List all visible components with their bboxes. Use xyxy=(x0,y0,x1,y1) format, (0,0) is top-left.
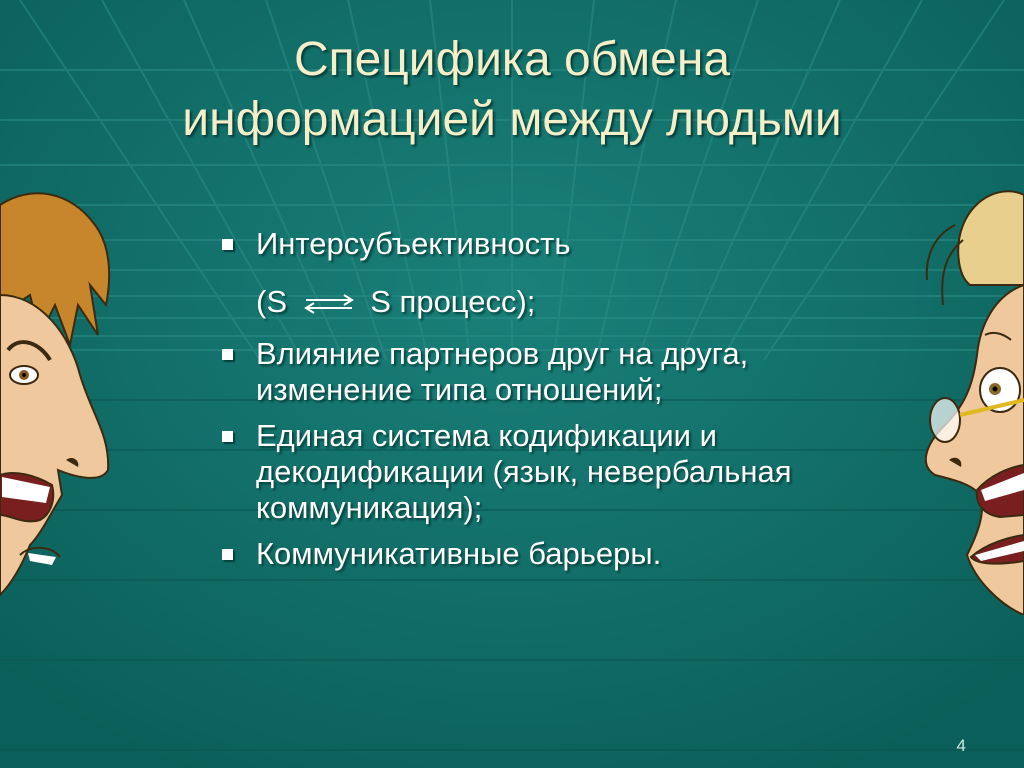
bullet-item-2 xyxy=(218,336,858,408)
process-prefix: (S xyxy=(256,284,287,319)
title-line-2: информацией между людьми xyxy=(182,93,842,146)
bullet-square-icon xyxy=(222,431,233,442)
slide-title xyxy=(0,30,1024,150)
bullet-item-4 xyxy=(218,536,858,572)
right-face-illustration xyxy=(915,185,1024,615)
title-line-1: Специфика обмена xyxy=(293,33,731,86)
left-face-illustration xyxy=(0,185,125,605)
bullet-square-icon xyxy=(222,239,233,250)
bullet-item-3 xyxy=(218,418,858,526)
bullet-text-1: Интерсубъективность xyxy=(256,226,571,261)
double-arrow-icon xyxy=(302,294,356,314)
process-suffix: S процесс); xyxy=(370,284,536,319)
bullet-list-rest xyxy=(218,336,858,572)
bullet-text-3: Единая система кодификации и декодификации (язык, невербальная коммуникация); xyxy=(256,418,792,525)
bullet-square-icon xyxy=(222,549,233,560)
bullet-text-4: Коммуникативные барьеры. xyxy=(256,536,662,571)
bullet-item-1 xyxy=(218,226,858,262)
bullet-list xyxy=(218,226,858,262)
bullet-text-2: Влияние партнеров друг на друга, изменение типа отношений; xyxy=(256,336,749,407)
bullet-square-icon xyxy=(222,349,233,360)
page-number: 4 xyxy=(956,736,966,755)
process-line xyxy=(218,280,858,328)
